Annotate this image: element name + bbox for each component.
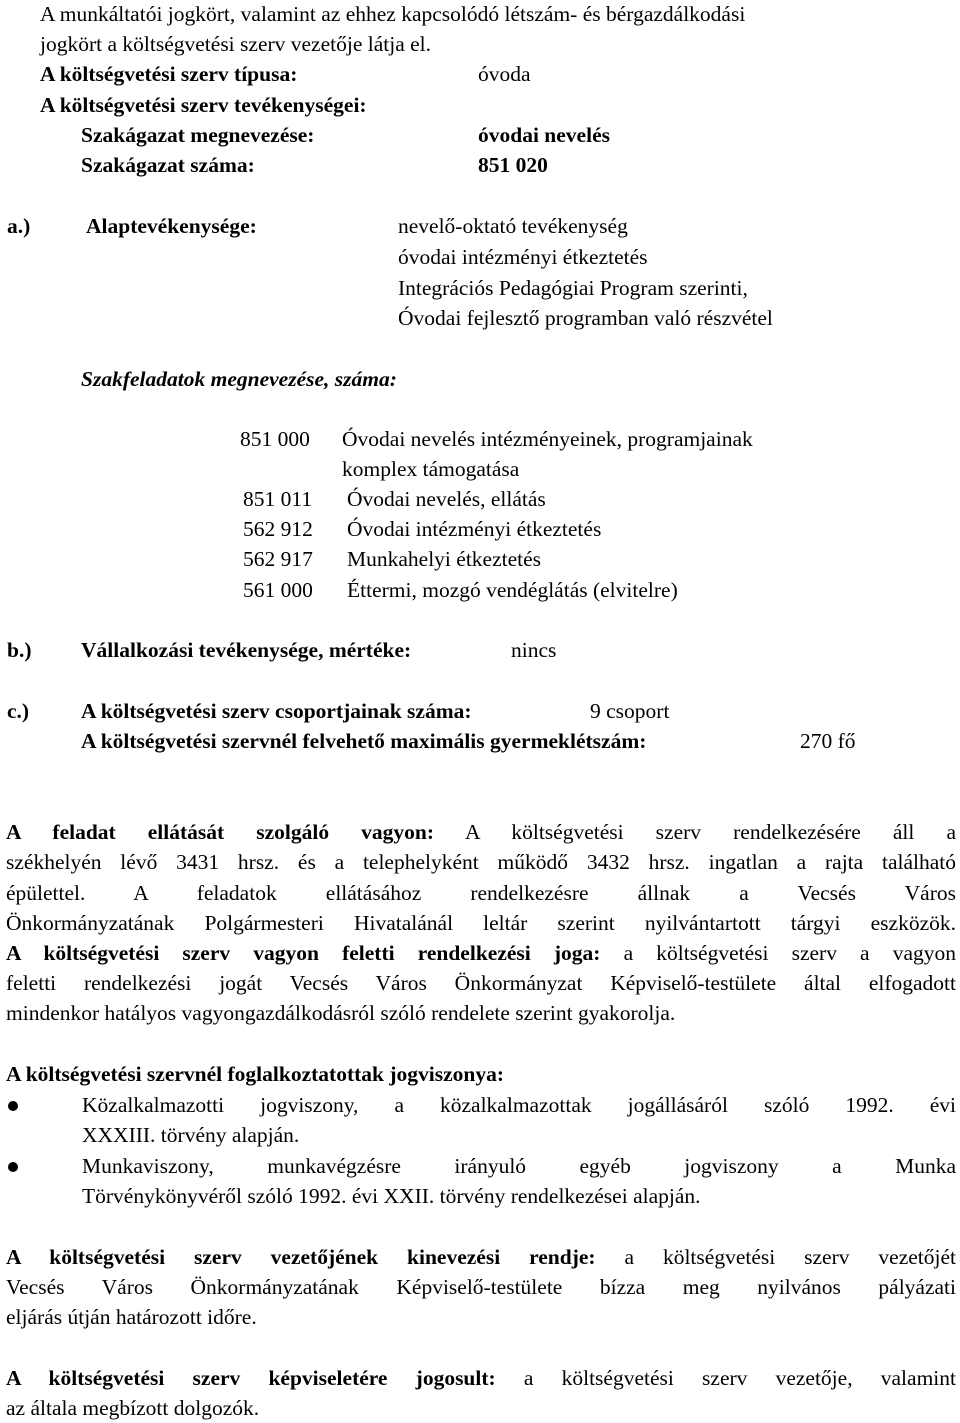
core-activity-3: Integrációs Pedagógiai Program szerinti, bbox=[398, 276, 748, 300]
employment-bullet-1-line-2: XXXIII. törvény alapján. bbox=[82, 1123, 300, 1147]
employment-heading: A költségvetési szervnél foglalkoztatottak jogviszonya: bbox=[6, 1062, 505, 1086]
assets-line-4: Önkormányzatának Polgármesteri Hivatalánál leltár szerint nyilvántartott tárgyi eszközök. bbox=[6, 911, 956, 935]
assets-line-3: épülettel. A feladatok ellátásához rendelkezésre állnak a Vecsés Város bbox=[6, 881, 956, 905]
type-label: A költségvetési szerv típusa: bbox=[40, 62, 298, 86]
appointment-line-1: A költségvetési szerv vezetőjének kinevezési rendje: a költségvetési szerv vezetőjét bbox=[6, 1245, 956, 1269]
core-activity-4: Óvodai fejlesztő programban való részvétel bbox=[398, 306, 773, 330]
core-activity-1: nevelő-oktató tevékenység bbox=[398, 214, 628, 238]
type-value: óvoda bbox=[478, 62, 531, 86]
task-name: Óvodai nevelés, ellátás bbox=[347, 487, 546, 511]
max-children-value: 270 fő bbox=[800, 729, 856, 753]
task-name: Óvodai nevelés intézményeinek, programjainak bbox=[342, 427, 753, 451]
section-c-marker: c.) bbox=[7, 699, 30, 723]
employment-bullet-2-line-1: Munkaviszony, munkavégzésre irányuló egyéb jogviszony a Munka bbox=[82, 1154, 956, 1178]
representation-line-2: az általa megbízott dolgozók. bbox=[6, 1396, 260, 1420]
employment-bullet-2-line-2: Törvénykönyvéről szóló 1992. évi XXII. törvény rendelkezései alapján. bbox=[82, 1184, 701, 1208]
assets-line-1: A feladat ellátását szolgáló vagyon: A költségvetési szerv rendelkezésére áll a bbox=[6, 820, 956, 844]
task-code: 561 000 bbox=[243, 578, 313, 602]
section-b-value: nincs bbox=[511, 638, 557, 662]
task-name: Éttermi, mozgó vendéglátás (elvitelre) bbox=[347, 578, 678, 602]
section-a-marker: a.) bbox=[7, 214, 31, 238]
groups-label: A költségvetési szerv csoportjainak száma: bbox=[81, 699, 472, 723]
task-name: Munkahelyi étkeztetés bbox=[347, 547, 542, 571]
intro-line-2: jogkört a költségvetési szerv vezetője látja el. bbox=[40, 32, 432, 56]
task-code: 562 912 bbox=[243, 517, 313, 541]
section-b-marker: b.) bbox=[7, 638, 32, 662]
max-children-label: A költségvetési szervnél felvehető maximális gyermeklétszám: bbox=[81, 729, 647, 753]
assets-heading: A feladat ellátását szolgáló vagyon: bbox=[6, 820, 435, 844]
disposal-line-3: mindenkor hatályos vagyongazdálkodásról szóló rendelete szerint gyakorolja. bbox=[6, 1001, 676, 1025]
representation-line-1: A költségvetési szerv képviseletére jogosult: a költségvetési szerv vezetője, valamint bbox=[6, 1366, 956, 1390]
bullet-icon bbox=[8, 1101, 18, 1111]
disposal-line-2: feletti rendelkezési jogát Vecsés Város Önkormányzat Képviselő-testülete által elfogadott bbox=[6, 971, 956, 995]
task-name: Óvodai intézményi étkeztetés bbox=[347, 517, 602, 541]
tasks-heading: Szakfeladatok megnevezése, száma: bbox=[81, 367, 397, 391]
branch-number-value: 851 020 bbox=[478, 153, 548, 177]
task-name-continued: komplex támogatása bbox=[342, 457, 520, 481]
task-code: 562 917 bbox=[243, 547, 313, 571]
branch-name-value: óvodai nevelés bbox=[478, 123, 610, 147]
representation-heading: A költségvetési szerv képviseletére jogosult: bbox=[6, 1366, 496, 1390]
disposal-heading: A költségvetési szerv vagyon feletti rendelkezési joga: bbox=[6, 941, 601, 965]
appointment-line-3: eljárás útján határozott időre. bbox=[6, 1305, 257, 1329]
intro-line-1: A munkáltatói jogkört, valamint az ehhez kapcsolódó létszám- és bérgazdálkodási bbox=[40, 2, 746, 26]
appointment-line-2: Vecsés Város Önkormányzatának Képviselő-testülete bízza meg nyilvános pályázati bbox=[6, 1275, 956, 1299]
disposal-line-1: A költségvetési szerv vagyon feletti rendelkezési joga: a költségvetési szerv a vagyon bbox=[6, 941, 957, 965]
section-b-label: Vállalkozási tevékenysége, mértéke: bbox=[81, 638, 412, 662]
task-code: 851 011 bbox=[243, 487, 313, 511]
branch-name-label: Szakágazat megnevezése: bbox=[81, 123, 315, 147]
groups-value: 9 csoport bbox=[590, 699, 670, 723]
employment-bullet-1-line-1: Közalkalmazotti jogviszony, a közalkalmazottak jogállásáról szóló 1992. évi bbox=[82, 1093, 956, 1117]
appointment-heading: A költségvetési szerv vezetőjének kinevezési rendje: bbox=[6, 1245, 596, 1269]
core-activity-2: óvodai intézményi étkeztetés bbox=[398, 245, 648, 269]
section-a-label: Alaptevékenysége: bbox=[86, 214, 257, 238]
activities-heading: A költségvetési szerv tevékenységei: bbox=[40, 93, 367, 117]
task-code: 851 000 bbox=[240, 427, 310, 451]
bullet-icon bbox=[8, 1162, 18, 1172]
branch-number-label: Szakágazat száma: bbox=[81, 153, 255, 177]
assets-line-2: székhelyén lévő 3431 hrsz. és a telephelyként működő 3432 hrsz. ingatlan a rajta található bbox=[6, 850, 956, 874]
